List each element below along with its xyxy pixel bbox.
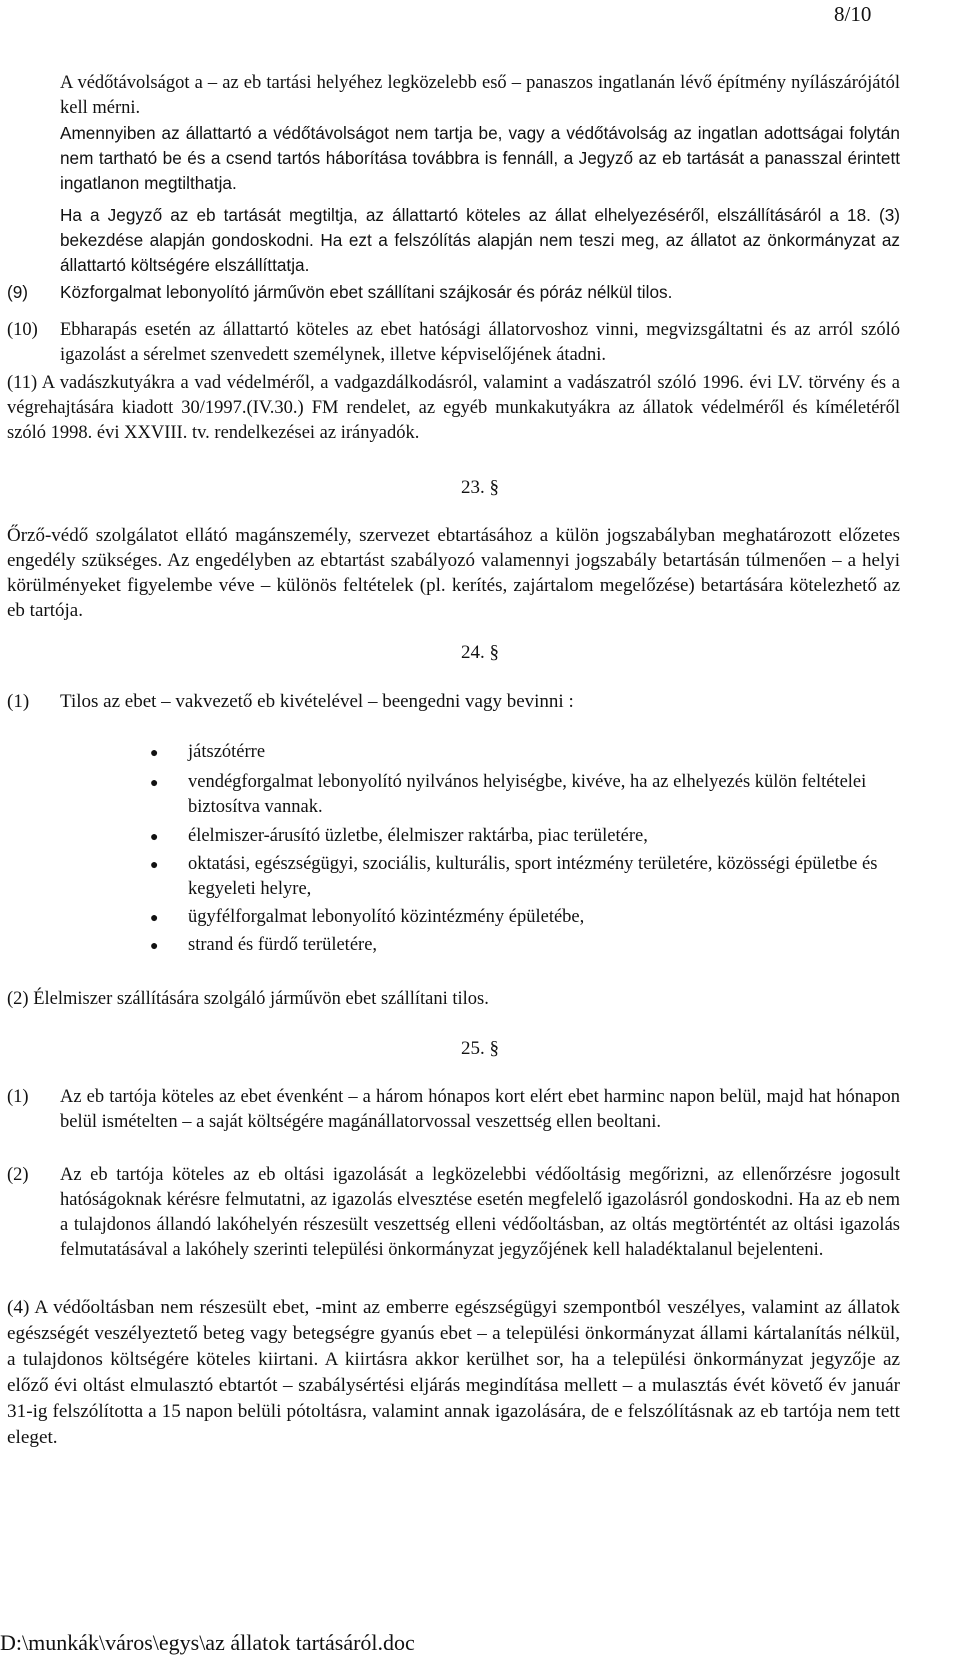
s25-item-number-1: (1) — [7, 1087, 29, 1107]
s24-item-text-1: Tilos az ebet – vakvezető eb kivételével – beengedni vagy bevinni : — [60, 691, 574, 712]
paragraph-noise-prohibition: Amennyiben az állattartó a védőtávolságot nem tartja be, vagy a védőtávolság az ingatlan adottságai folytán nem tartható be és a csend tartós háborítása továbbra is fennáll, a Jegyző az eb tartását a panasszal érintett ingatlanon megtilthatja. — [60, 123, 900, 193]
item-text-10: Ebharapás esetén az állattartó köteles az ebet hatósági állatorvoshoz vinni, megvizsgáltatni és az arról szóló igazolást a sérelmet szenvedett személynek, illetve képviselőjének átadni. — [60, 320, 900, 365]
list-item: strand és fürdő területére, — [188, 935, 378, 955]
list-item: élelmiszer-árusító üzletbe, élelmiszer raktárba, piac területére, — [188, 826, 648, 846]
bullet-icon: ● — [150, 776, 159, 791]
list-item: oktatási, egészségügyi, szociális, kulturális, sport intézmény területére, közösségi épületbe és kegyeleti helyre, — [188, 854, 878, 899]
paragraph-protective-distance: A védőtávolságot a – az eb tartási helyéhez legközelebb eső – panaszos ingatlanán lévő építmény nyílászárójától kell mérni. — [60, 73, 900, 118]
s24-item-text-2: (2) Élelmiszer szállítására szolgáló járművön ebet szállítani tilos. — [7, 989, 489, 1009]
item-number-9: (9) — [7, 282, 29, 302]
item-text-11: (11) A vadászkutyákra a vad védelméről, a vadgazdálkodásról, valamint a vadászatról szóló 1996. évi LV. törvény és a végrehajtására kiadott 30/1997.(IV.30.) FM rendelet, az egyéb munkakutyákra az állatok védelméről és kíméletéről szóló 1998. évi XXVIII. tv. rendelkezései az irányadók. — [7, 373, 900, 443]
s25-item-text-1: Az eb tartója köteles az ebet évenként – a három hónapos kort elért ebet harminc napon belül, majd hat hónapon belül ismételten – a saját költségére magánállatorvossal veszettség ellen beoltani. — [60, 1087, 900, 1132]
bullet-icon: ● — [150, 939, 159, 954]
section-25-heading: 25. § — [461, 1038, 499, 1059]
page-number: 8/10 — [834, 2, 872, 26]
s24-item-number-1: (1) — [7, 691, 30, 712]
item-number-10: (10) — [7, 320, 38, 340]
s25-item-text-2: Az eb tartója köteles az eb oltási igazolását a legközelebbi védőoltásig megőrizni, az ellenőrzésre jogosult hatóságoknak kérésre felmutatni, az igazolás elvesztése esetén megfelelő igazolásról gondoskodni. Ha az eb nem a tulajdonos állandó lakóhelyén részesült veszettség elleni védőoltásban, az oltás megtörténtét az oltási igazolás felmutatásával a lakóhely szerinti települési önkormányzat jegyzőjének kell haladéktalanul bejelenteni. — [60, 1165, 900, 1260]
section-24-heading: 24. § — [461, 642, 499, 663]
s25-item-text-4: (4) A védőoltásban nem részesült ebet, -mint az emberre egészségügyi szempontból veszélyes, valamint az állatok egészségét veszélyeztető beteg vagy betegségre gyanús ebet – a települési önkormányzat állami kártalanítás nélkül, a tulajdonos költségére köteles kiirtani. A kiirtásra akkor kerülhet sor, ha a települési önkormányzat jegyzője az előző évi oltást elmulasztó ebtartót – szabálysértési eljárás megindítása mellett – a mulasztás évét követő év január 31-ig felszólította a 15 napon belüli pótoltásra, valamint annak igazolására, de e felszólításnak az eb tartója nem tett eleget. — [7, 1297, 900, 1448]
s25-item-number-2: (2) — [7, 1165, 29, 1185]
bullet-icon: ● — [150, 830, 159, 845]
list-item: játszótérre — [188, 742, 266, 762]
list-item: ügyfélforgalmat lebonyolító közintézmény épületébe, — [188, 907, 585, 927]
section-23-heading: 23. § — [461, 477, 499, 498]
item-text-9: Közforgalmat lebonyolító járművön ebet szállítani szájkosár és póráz nélkül tilos. — [60, 282, 673, 302]
bullet-icon: ● — [150, 911, 159, 926]
bullet-icon: ● — [150, 858, 159, 873]
section-23-text: Őrző-védő szolgálatot ellátó magánszemély, szervezet ebtartásához a külön jogszabályban meghatározott előzetes engedély szükséges. Az engedélyben az ebtartást szabályozó valamennyi jogszabály betartásán túlmenően – a helyi körülményeket figyelembe véve – különös feltételek (pl. kerítés, zajártalom megelőzése) betartására kötelezhető az eb tartója. — [7, 525, 900, 621]
list-item: vendégforgalmat lebonyolító nyilvános helyiségbe, kivéve, ha az elhelyezés külön feltételei biztosítva vannak. — [188, 772, 867, 817]
bullet-icon: ● — [150, 746, 159, 761]
footer-file-path: D:\munkák\város\egys\az állatok tartásáról.doc — [0, 1630, 415, 1655]
paragraph-removal: Ha a Jegyző az eb tartását megtiltja, az állattartó köteles az állat elhelyezéséről, elszállításáról a 18. (3) bekezdése alapján gondoskodni. Ha ezt a felszólítás alapján nem teszi meg, az állatot az önkormányzat az állattartó költségére elszállíttatja. — [60, 205, 900, 275]
